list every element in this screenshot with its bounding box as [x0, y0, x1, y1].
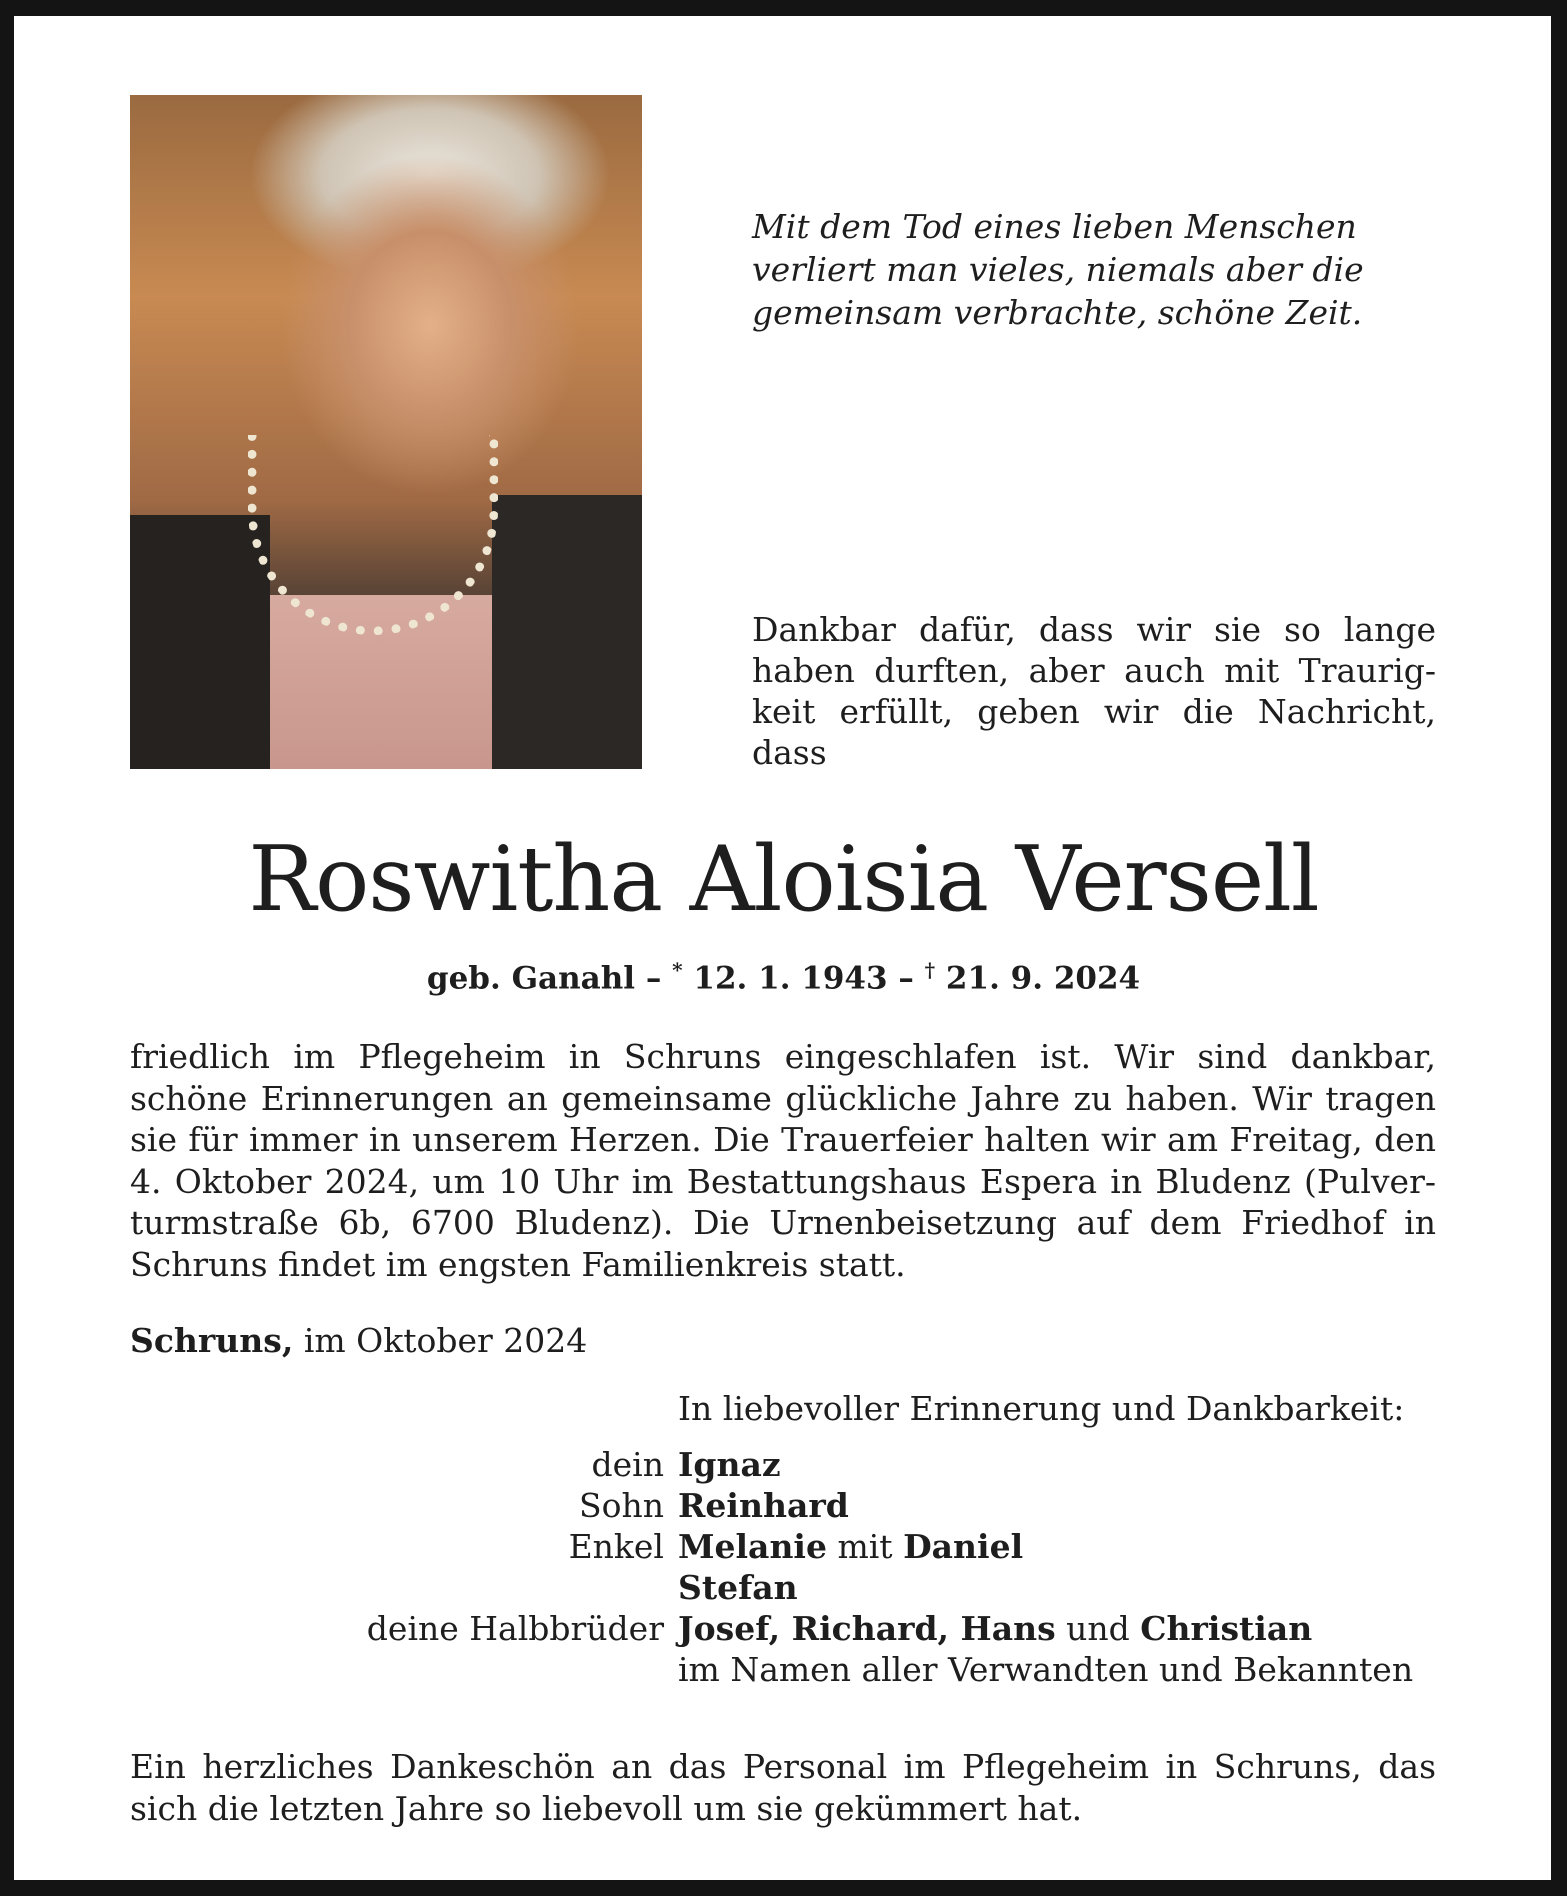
family-list [0, 1444, 1567, 1690]
intro-paragraph [752, 609, 1436, 773]
quote-line: gemeinsam verbrachte, schöne Zeit. [752, 293, 1363, 332]
relatives-line: im Namen aller Verwandten und Bekannten [678, 1650, 1414, 1689]
family-row-grandchildren [0, 1526, 1567, 1567]
thanks-line: Ein herzliches Dankeschön an das Personal im Pflegeheim in Schruns, das [130, 1747, 1436, 1786]
family-name: Stefan [678, 1568, 798, 1607]
family-row-halfbrothers [0, 1608, 1567, 1649]
body-line: friedlich im Pflegeheim in Schruns eingeschlafen ist. Wir sind dankbar, [130, 1037, 1436, 1076]
birth-date: 12. 1. 1943 – [682, 960, 925, 997]
place-date: im Oktober 2024 [293, 1321, 588, 1360]
intro-line: Dankbar dafür, dass wir sie so lange [752, 610, 1436, 649]
body-line: 4. Oktober 2024, um 10 Uhr im Bestattungshaus Espera in Bludenz (Pulver- [130, 1161, 1436, 1201]
intro-line: keit erfüllt, geben wir die Nachricht, [752, 692, 1436, 731]
intro-line: dass [752, 733, 827, 772]
photo-vest-left [130, 515, 270, 769]
family-name: Reinhard [678, 1486, 849, 1525]
birth-death-dates [0, 950, 1567, 998]
thanks-line: sich die letzten Jahre so liebevoll um sie gekümmert hat. [130, 1789, 1083, 1828]
place-and-date [130, 1320, 587, 1362]
connector: mit [826, 1527, 904, 1566]
place-city: Schruns, [130, 1321, 294, 1360]
memorial-quote [752, 205, 1432, 334]
relation-label: dein [591, 1445, 664, 1484]
body-line: Schruns findet im engsten Familienkreis statt. [130, 1244, 906, 1284]
relation-label: Sohn [579, 1486, 664, 1525]
announcement-text [130, 1036, 1436, 1285]
family-name: Christian [1140, 1609, 1313, 1648]
relation-label: Enkel [568, 1527, 664, 1566]
quote-line: Mit dem Tod eines lieben Menschen [752, 207, 1357, 246]
family-name: Melanie [678, 1527, 827, 1566]
family-row-husband [0, 1444, 1567, 1485]
quote-line: verliert man vieles, niemals aber die [752, 250, 1364, 289]
family-row-son [0, 1485, 1567, 1526]
family-row-grandchild-2 [0, 1567, 1567, 1608]
body-line: turmstraße 6b, 6700 Bludenz). Die Urnenbeisetzung auf dem Friedhof in [130, 1203, 1436, 1242]
death-symbol: † [924, 958, 936, 982]
portrait-photo [130, 95, 642, 769]
deceased-name: Roswitha Aloisia Versell [248, 827, 1319, 932]
family-row-relatives [0, 1649, 1567, 1690]
family-name: Ignaz [678, 1445, 781, 1484]
memory-line: In liebevoller Erinnerung und Dankbarkeit: [678, 1389, 1405, 1428]
relation-label: deine Halbbrüder [366, 1609, 664, 1648]
maiden-name: geb. Ganahl – [426, 960, 673, 997]
body-line: schöne Erinnerungen an gemeinsame glückliche Jahre zu haben. Wir tragen [130, 1078, 1436, 1118]
connector: und [1055, 1609, 1141, 1648]
death-date: 21. 9. 2024 [935, 960, 1141, 997]
photo-vest-right [492, 495, 642, 769]
family-name: Daniel [903, 1527, 1024, 1566]
body-line: sie für immer in unserem Herzen. Die Trauerfeier halten wir am Freitag, den [130, 1120, 1436, 1159]
intro-line: haben durften, aber auch mit Traurig- [752, 651, 1436, 690]
family-name: Josef, Richard, Hans [678, 1609, 1056, 1648]
birth-symbol: * [672, 958, 683, 982]
thanks-paragraph [130, 1746, 1436, 1830]
